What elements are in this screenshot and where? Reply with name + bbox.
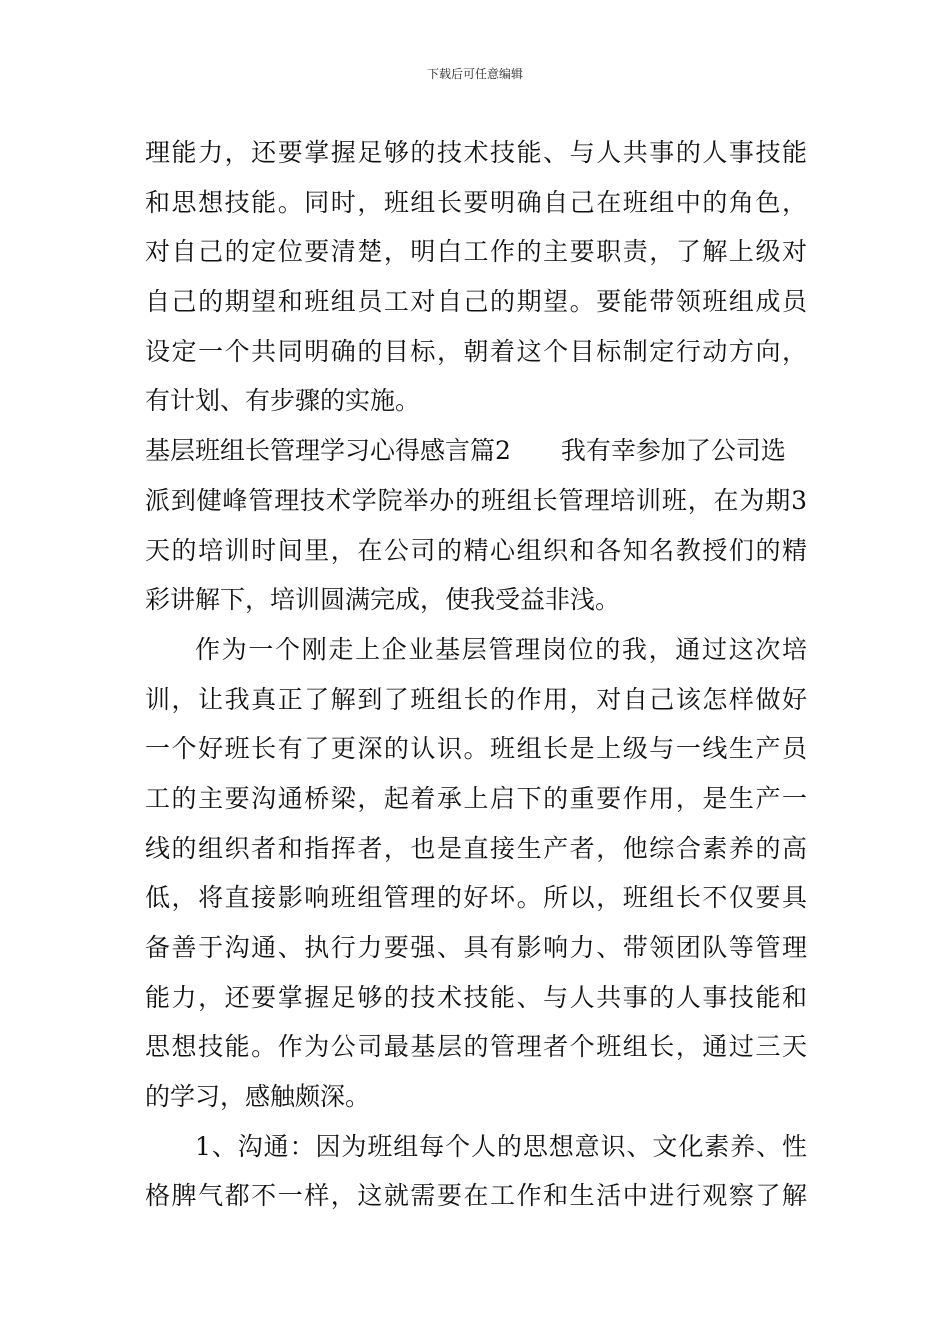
heading-continuation: 我有幸参加了公司选 [560,436,786,466]
body-line: 的学习，感触颇深。 [145,1082,371,1112]
paragraph-first-line: 作为一个刚走上企业基层管理岗位的我，通过这次培 [195,634,807,664]
body-line: 思想技能。作为公司最基层的管理者个班组长，通过三天 [145,1032,807,1062]
section-heading-line [145,426,807,476]
body-line: 彩讲解下，培训圆满完成，使我受益非浅。 [145,585,621,615]
body-line: 能力，还要掌握足够的技术技能、与人共事的人事技能和 [145,982,807,1012]
body-line: 格脾气都不一样，这就需要在工作和生活中进行观察了解 [145,1181,807,1211]
page-header: 下载后可任意编辑 [426,67,523,81]
body-line: 天的培训时间里，在公司的精心组织和各知名教授们的精 [145,535,807,565]
body-line: 训，让我真正了解到了班组长的作用，对自己该怎样做好 [145,684,807,714]
section-heading-title: 基层班组长管理学习心得感言篇2 [145,436,511,466]
body-line: 备善于沟通、执行力要强、具有影响力、带领团队等管理 [145,933,807,962]
document-body [145,128,807,1221]
body-line: 和思想技能。同时，班组长要明确自己在班组中的角色， [145,187,807,217]
paragraph-first-line: 1、沟通：因为班组每个人的思想意识、文化素养、性 [195,1131,807,1161]
body-line: 派到健峰管理技术学院举办的班组长管理培训班，在为期3 [145,485,807,515]
body-line: 工的主要沟通桥梁，起着承上启下的重要作用，是生产一 [145,783,807,813]
body-line: 一个好班长有了更深的认识。班组长是上级与一线生产员 [145,734,807,764]
body-line: 自己的期望和班组员工对自己的期望。要能带领班组成员 [145,287,807,317]
body-line: 理能力，还要掌握足够的技术技能、与人共事的人事技能 [145,138,807,167]
body-line: 线的组织者和指挥者，也是直接生产者，他综合素养的高 [145,833,807,863]
body-line: 对自己的定位要清楚，明白工作的主要职责，了解上级对 [145,237,807,267]
body-line: 设定一个共同明确的目标，朝着这个目标制定行动方向， [145,336,807,366]
body-line: 有计划、有步骤的实施。 [145,386,421,416]
body-line: 低，将直接影响班组管理的好坏。所以，班组长不仅要具 [145,883,807,913]
